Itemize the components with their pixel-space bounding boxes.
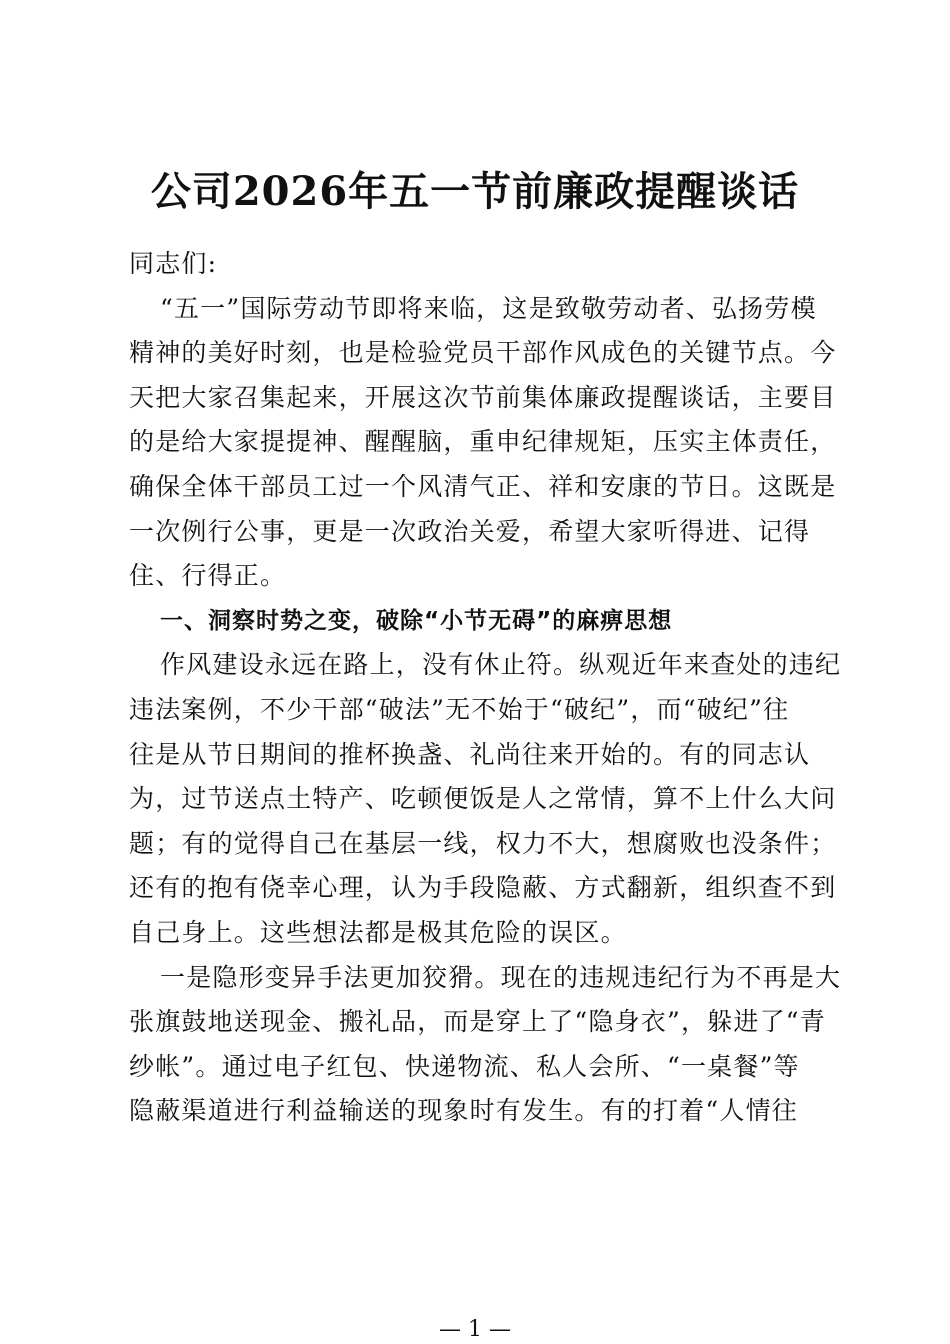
paragraph-line: 题；有的觉得自己在基层一线，权力不大，想腐败也没条件； xyxy=(129,828,837,858)
paragraph-line: 自己身上。这些想法都是极其危险的误区。 xyxy=(129,917,627,947)
paragraph-line: 一次例行公事，更是一次政治关爱，希望大家听得进、记得 xyxy=(129,516,811,546)
paragraph-line: 的是给大家提提神、醒醒脑，重申纪律规矩，压实主体责任， xyxy=(129,427,837,457)
paragraph-line: 住、行得正。 xyxy=(129,561,287,591)
section-heading: 一、洞察时势之变，破除“小节无碍”的麻痹思想 xyxy=(160,607,673,634)
paragraph-point-1 xyxy=(129,956,842,1134)
paragraph-line: “五一”国际劳动节即将来临，这是致敬劳动者、弘扬劳模 xyxy=(160,293,817,323)
paragraph-line: 精神的美好时刻，也是检验党员干部作风成色的关键节点。今 xyxy=(129,338,837,368)
salutation: 同志们: xyxy=(129,249,218,278)
paragraph-line: 纱帐”。通过电子红包、快递物流、私人会所、“一桌餐”等 xyxy=(129,1051,800,1081)
paragraph-line: 作风建设永远在路上，没有休止符。纵观近年来查处的违纪 xyxy=(160,650,842,680)
page-number: — 1 — xyxy=(439,1317,511,1342)
paragraph-line: 一是隐形变异手法更加狡猾。现在的违规违纪行为不再是大 xyxy=(160,962,842,992)
paragraph-line: 确保全体干部员工过一个风清气正、祥和安康的节日。这既是 xyxy=(129,471,837,501)
document-title: 公司2026年五一节前廉政提醒谈话 xyxy=(150,168,800,215)
paragraph-intro xyxy=(129,287,837,599)
paragraph-line: 为，过节送点土特产、吃顿便饭是人之常情，算不上什么大问 xyxy=(129,784,837,814)
paragraph-section-1 xyxy=(129,643,842,955)
document-body xyxy=(129,242,842,1134)
paragraph-line: 张旗鼓地送现金、搬礼品，而是穿上了“隐身衣”，躲进了“青 xyxy=(129,1007,826,1037)
paragraph-line: 还有的抱有侥幸心理，认为手段隐蔽、方式翻新，组织查不到 xyxy=(129,873,837,903)
paragraph-line: 违法案例，不少干部“破法”无不始于“破纪”，而“破纪”往 xyxy=(129,694,790,724)
paragraph-line: 隐蔽渠道进行利益输送的现象时有发生。有的打着“人情往 xyxy=(129,1096,798,1126)
paragraph-line: 天把大家召集起来，开展这次节前集体廉政提醒谈话，主要目 xyxy=(129,382,837,412)
paragraph-line: 往是从节日期间的推杯换盏、礼尚往来开始的。有的同志认 xyxy=(129,739,811,769)
